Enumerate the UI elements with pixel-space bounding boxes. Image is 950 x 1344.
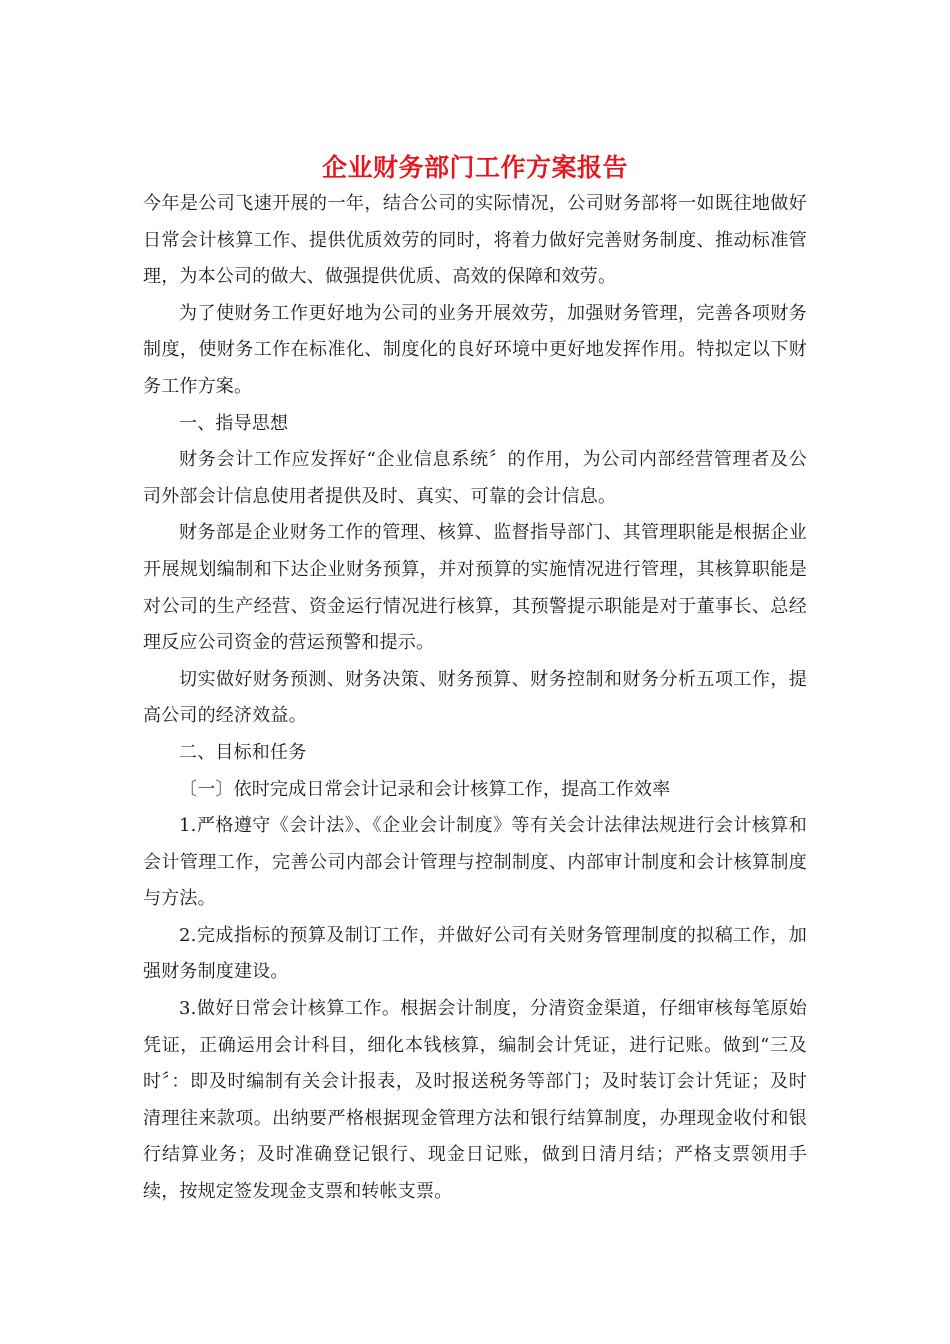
paragraph-department-functions: 财务部是企业财务工作的管理、核算、监督指导部门、其管理职能是根据企业开展规划编制和下达企业财务预算，并对预算的实施情况进行管理，其核算职能是对公司的生产经营、资金运行情况进行核算，其预警提示职能是对于董事长、总经理反应公司资金的营运预警和提示。	[143, 522, 807, 654]
subsection-heading-daily-accounting: 〔一〕依时完成日常会计记录和会计核算工作，提高工作效率	[179, 778, 671, 800]
paragraph-information-system: 财务会计工作应发挥好“企业信息系统〞的作用，为公司内部经营管理者及公司外部会计信息使用者提供及时、真实、可靠的会计信息。	[143, 449, 807, 507]
paragraph-purpose: 为了使财务工作更好地为公司的业务开展效劳，加强财务管理，完善各项财务制度，使财务工作在标准化、制度化的良好环境中更好地发挥作用。特拟定以下财务工作方案。	[143, 302, 807, 397]
list-item-3: 3.做好日常会计核算工作。根据会计制度，分清资金渠道，仔细审核每笔原始凭证，正确运用会计科目，细化本钱核算，编制会计凭证，进行记账。做到“三及时〞：即及时编制有关会计报表，及时报送税务等部门；及时装订会计凭证；及时清理往来款项。出纳要严格根据现金管理方法和银行结算制度，办理现金收付和银行结算业务；及时准确登记银行、现金日记账，做到日清月结；严格支票领用手续，按规定签发现金支票和转帐支票。	[143, 998, 807, 1203]
list-item-1: 1.严格遵守《会计法》、《企业会计制度》等有关会计法律法规进行会计核算和会计管理工作，完善公司内部会计管理与控制制度、内部审计制度和会计核算制度与方法。	[143, 815, 807, 910]
document-body	[143, 148, 807, 1211]
list-item-2: 2.完成指标的预算及制订工作，并做好公司有关财务管理制度的拟稿工作，加强财务制度建设。	[143, 924, 807, 983]
paragraph-intro: 今年是公司飞速开展的一年，结合公司的实际情况，公司财务部将一如既往地做好日常会计核算工作、提供优质效劳的同时，将着力做好完善财务制度、推动标准管理，为本公司的做大、做强提供优质、高效的保障和效劳。	[143, 193, 807, 288]
section-heading-guiding-ideology: 一、指导思想	[179, 412, 289, 434]
paragraph-five-tasks: 切实做好财务预测、财务决策、财务预算、财务控制和财务分析五项工作，提高公司的经济效益。	[143, 668, 807, 727]
document-title: 企业财务部门工作方案报告	[321, 153, 628, 182]
section-heading-goals-tasks: 二、目标和任务	[179, 741, 307, 763]
